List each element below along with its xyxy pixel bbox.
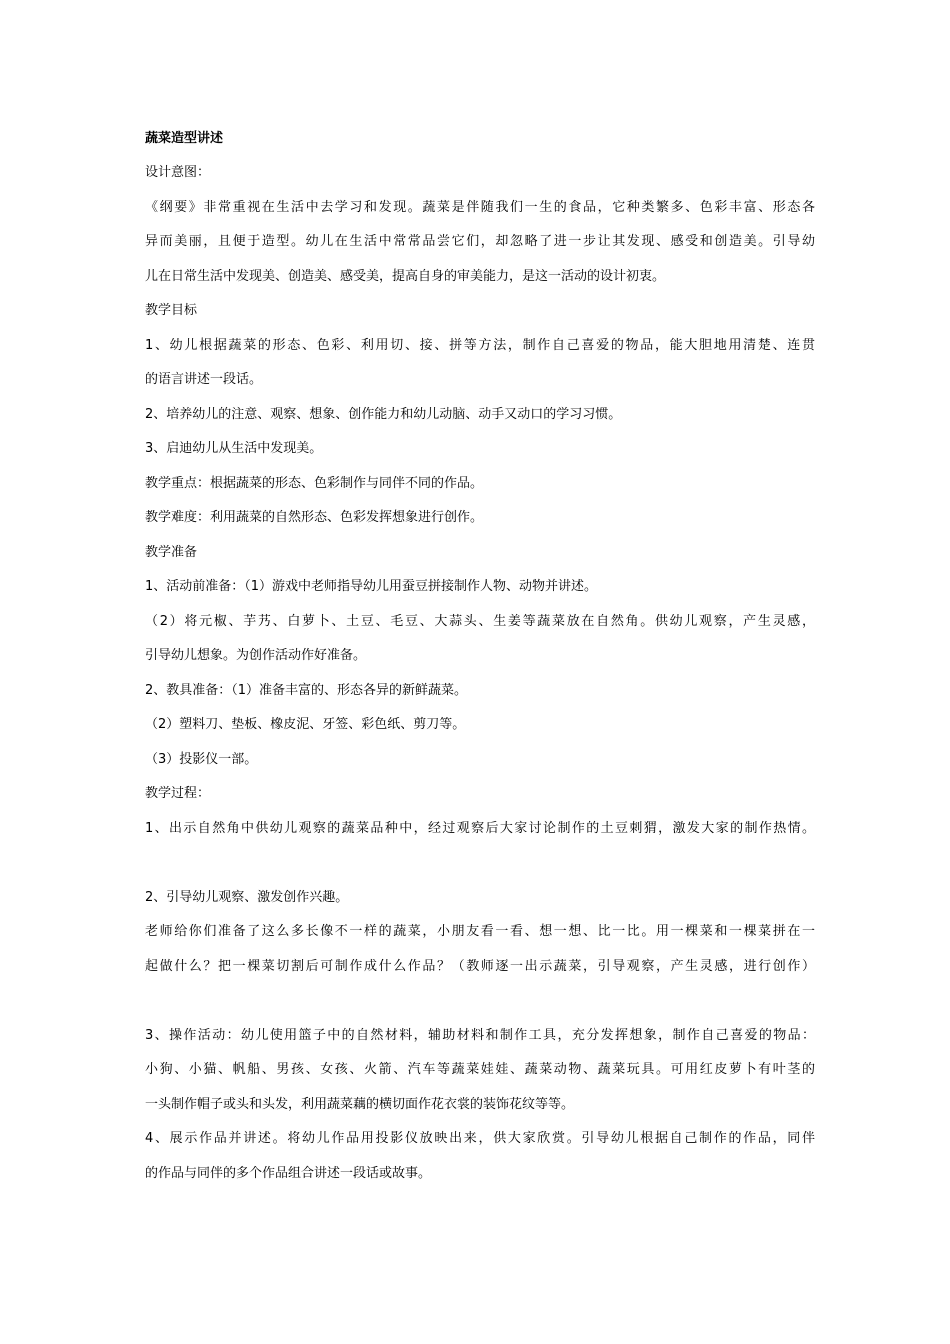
paragraph-line: 小狗、小猫、帆船、男孩、女孩、火箭、汽车等蔬菜娃娃、蔬菜动物、蔬菜玩具。可用红皮萝卜有叶茎的: [145, 1062, 815, 1077]
paragraph-line: 的作品与同伴的多个作品组合讲述一段话或故事。: [145, 1165, 432, 1181]
paragraph-line: 1、幼儿根据蔬菜的形态、色彩、利用切、接、拼等方法，制作自己喜爱的物品，能大胆地用清楚、连贯: [145, 337, 815, 353]
section-heading-teaching-preparation: 教学准备: [145, 544, 198, 560]
paragraph-line: 老师给你们准备了这么多长像不一样的蔬菜，小朋友看一看、想一想、比一比。用一棵菜和一棵菜拼在一: [145, 924, 815, 939]
document-title: 蔬菜造型讲述: [145, 131, 224, 146]
paragraph-line-difficulty: 教学难度：利用蔬菜的自然形态、色彩发挥想象进行创作。: [145, 510, 484, 525]
paragraph-line: 2、培养幼儿的注意、观察、想象、创作能力和幼儿动脑、动手又动口的学习习惯。: [145, 406, 622, 422]
paragraph-line: 儿在日常生活中发现美、创造美、感受美，提高自身的审美能力，是这一活动的设计初衷。: [145, 268, 666, 284]
paragraph-line: 异而美丽，且便于造型。幼儿在生活中常常品尝它们，却忽略了进一步让其发现、感受和创造美。引导幼: [145, 234, 815, 249]
paragraph-line: （2）塑料刀、垫板、橡皮泥、牙签、彩色纸、剪刀等。: [145, 717, 466, 732]
paragraph-line: （2）将元椒、芋艿、白萝卜、土豆、毛豆、大蒜头、生姜等蔬菜放在自然角。供幼儿观察，产生灵感，: [145, 613, 815, 629]
paragraph-line-key-point: 教学重点：根据蔬菜的形态、色彩制作与同伴不同的作品。: [145, 475, 484, 491]
paragraph-line: 起做什么？把一棵菜切割后可制作成什么作品？（教师逐一出示蔬菜，引导观察，产生灵感，进行创作）: [145, 958, 815, 974]
paragraph-line: 的语言讲述一段话。: [145, 372, 263, 387]
paragraph-line: 1、活动前准备：（1）游戏中老师指导幼儿用蚕豆拼接制作人物、动物并讲述。: [145, 579, 598, 594]
paragraph-line: 2、引导幼儿观察、激发创作兴趣。: [145, 889, 349, 905]
section-heading-teaching-goals: 教学目标: [145, 303, 198, 318]
paragraph-line: 3、启迪幼儿从生活中发现美。: [145, 441, 323, 456]
section-heading-design-intent: 设计意图：: [145, 165, 211, 180]
paragraph-gap: [145, 846, 815, 881]
paragraph-line: 4、展示作品并讲述。将幼儿作品用投影仪放映出来，供大家欣赏。引导幼儿根据自己制作的作品，同伴: [145, 1131, 815, 1146]
document-body: [145, 122, 815, 1191]
paragraph-line: 1、出示自然角中供幼儿观察的蔬菜品种中，经过观察后大家讨论制作的土豆刺猬，激发大家的制作热情。: [145, 820, 815, 836]
paragraph-line: （3）投影仪一部。: [145, 751, 258, 767]
paragraph-line: 引导幼儿想象。为创作活动作好准备。: [145, 648, 367, 663]
paragraph-line: 2、教具准备：（1）准备丰富的、形态各异的新鲜蔬菜。: [145, 682, 468, 698]
section-heading-teaching-process: 教学过程：: [145, 786, 211, 801]
paragraph-line: 《纲要》非常重视在生活中去学习和发现。蔬菜是伴随我们一生的食品，它种类繁多、色彩丰富、形态各: [145, 199, 815, 215]
paragraph-line: 一头制作帽子或头和头发，利用蔬菜藕的横切面作花衣裳的装饰花纹等等。: [145, 1096, 575, 1112]
paragraph-gap: [145, 984, 815, 1019]
paragraph-line: 3、操作活动：幼儿使用篮子中的自然材料，辅助材料和制作工具，充分发挥想象，制作自己喜爱的物品：: [145, 1027, 815, 1043]
